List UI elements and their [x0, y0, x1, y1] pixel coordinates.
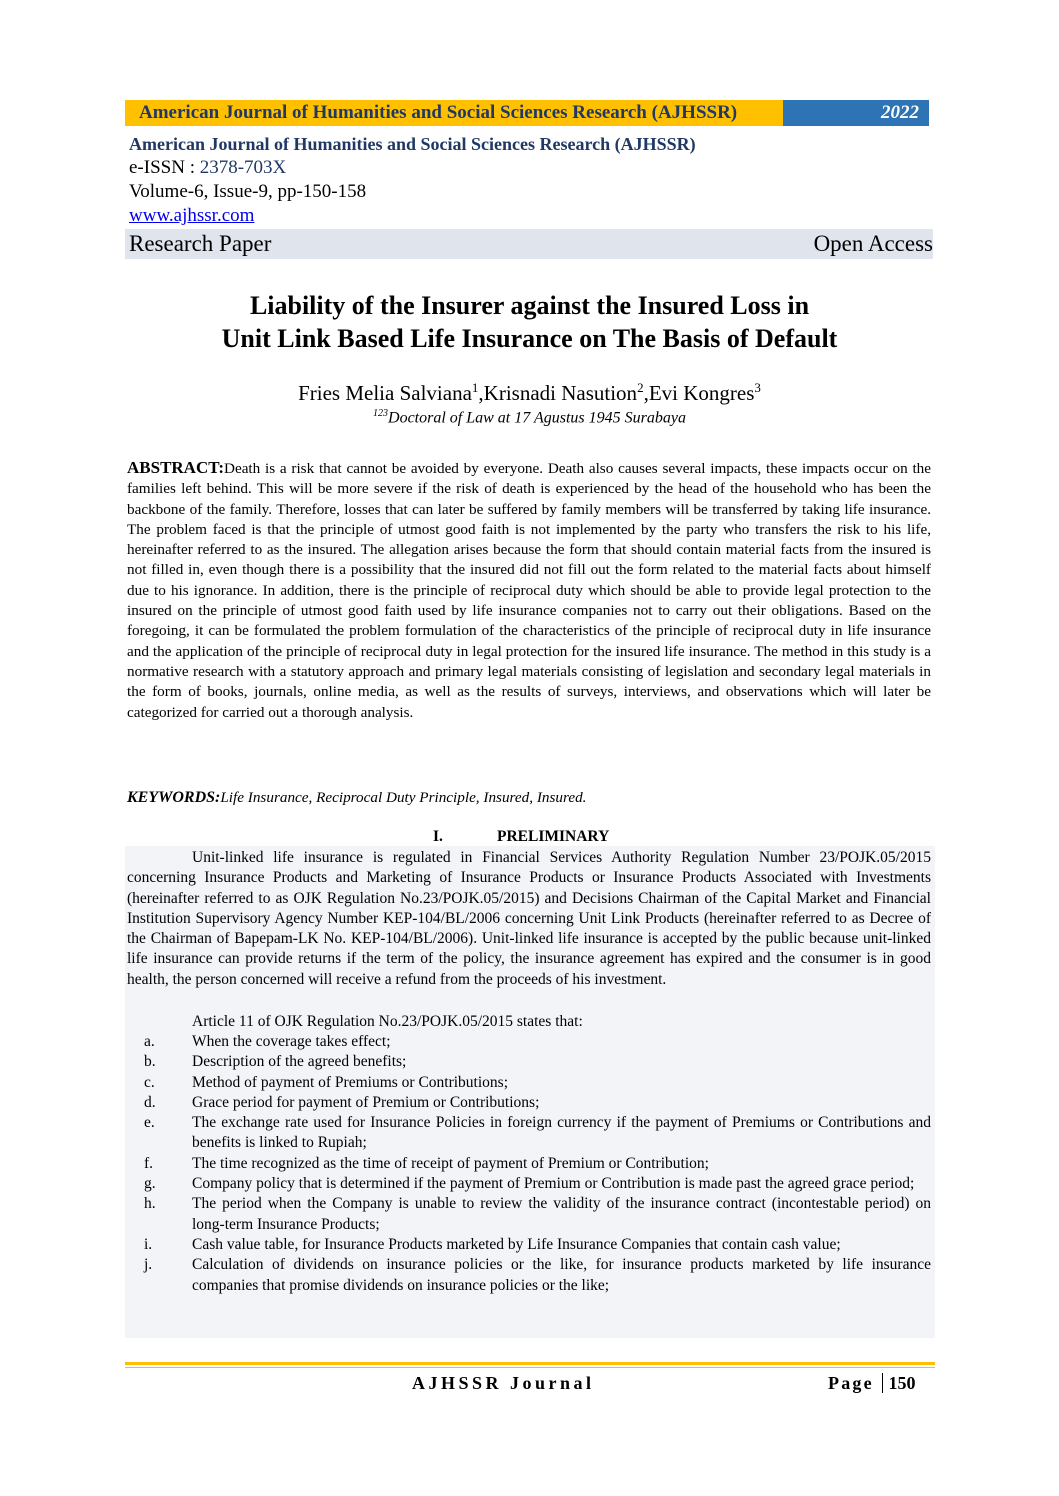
issn-number: 2378-703X	[199, 157, 287, 178]
paper-title	[0, 289, 1059, 355]
issn-label: e-ISSN :	[129, 157, 200, 178]
list-item	[127, 1194, 931, 1235]
masthead-journal-name: American Journal of Humanities and Social Sciences Research (AJHSSR)	[129, 134, 696, 154]
title-line-2: Unit Link Based Life Insurance on The Basis of Default	[221, 324, 838, 353]
title-line-1: Liability of the Insurer against the Insured Loss in	[249, 291, 810, 320]
keywords-label: KEYWORDS:	[127, 789, 221, 806]
volume-line: Volume-6, Issue-9, pp-150-158	[129, 181, 367, 202]
author-name: ,Evi Kongres	[643, 381, 755, 405]
list-item-text: Description of the agreed benefits;	[192, 1053, 407, 1071]
author-sup: 1	[471, 380, 479, 395]
list-item-text: The period when the Company is unable to review the validity of the insurance contract (incontestable period) on long-term Insurance Products;	[192, 1195, 931, 1233]
list-item	[127, 1154, 931, 1174]
section-title: PRELIMINARY	[497, 828, 610, 845]
footer-page	[828, 1373, 915, 1394]
footer-page-label: Page	[828, 1373, 881, 1393]
list-item	[127, 1052, 931, 1072]
section-number: I.	[433, 828, 443, 845]
author-sup: 3	[754, 380, 761, 395]
affiliation-text: Doctoral of Law at 17 Agustus 1945 Surabaya	[388, 409, 686, 427]
list-marker: j.	[144, 1256, 153, 1274]
list-marker: b.	[144, 1053, 156, 1071]
affiliation-sup: 123	[373, 408, 389, 419]
article-list	[127, 1032, 931, 1296]
author-list	[0, 375, 1059, 406]
footer-journal: AJHSSR Journal	[412, 1373, 595, 1393]
list-marker: h.	[144, 1195, 156, 1213]
paper-type: Research Paper	[129, 231, 272, 256]
issn-line	[129, 157, 286, 179]
section-heading	[433, 828, 609, 846]
page-number: 150	[882, 1373, 915, 1393]
list-marker: e.	[144, 1114, 155, 1132]
journal-website-link[interactable]: www.ajhssr.com	[129, 205, 255, 226]
keywords-text: Life Insurance, Reciprocal Duty Principle, Insured, Insured.	[220, 789, 587, 806]
abstract-label: ABSTRACT:	[127, 458, 224, 477]
list-item-text: Calculation of dividends on insurance policies or the like, for insurance products marketed by life insurance companies that promise dividends on insurance policies or the like;	[192, 1256, 931, 1294]
list-marker: i.	[144, 1235, 153, 1253]
list-item	[127, 1174, 931, 1194]
author-sup: 2	[637, 380, 644, 395]
list-marker: d.	[144, 1093, 156, 1111]
author-name: ,Krisnadi Nasution	[478, 381, 638, 405]
author-name: Fries Melia Salviana	[298, 381, 472, 405]
list-item	[127, 1093, 931, 1113]
list-marker: a.	[144, 1033, 155, 1050]
body-paragraph	[127, 848, 931, 990]
list-item	[127, 1255, 931, 1296]
abstract-text: Death is a risk that cannot be avoided by everyone. Death also causes several impacts, these impacts occur on the families left behind. This will be more severe if the risk of death is experienced by the head of the household who has been the backbone of the family. Therefore, losses that can later be suffered by family members will be transferred by taking life insurance. The problem faced is that the principle of utmost good faith is not implemented by the party who transfers the risk to his life, hereinafter referred to as the insured. The allegation arises because the form that should contain material facts from the insured is not filled in, even though there is a possibility that the insured did not fill out the form related to the material facts about himself due to his ignorance. In addition, there is the principle of reciprocal duty which should be able to provide legal protection to the insured on the principle of utmost good faith used by life insurance companies not to carry out their obligations. Based on the foregoing, it can be formulated the problem formulation of the characteristics of the principle of reciprocal duty in life insurance and the application of the principle of reciprocal duty in legal protection for the insured life insurance. The method in this study is a normative research with a statutory approach and primary legal materials consisting of legislation and secondary legal materials in the form of books, journals, online media, as well as the results of surveys, interviews, and observations which will later be categorized for carried out a thorough analysis.	[127, 460, 931, 721]
list-item-text: Company policy that is determined if the payment of Premium or Contribution is made past the agreed grace period;	[192, 1175, 915, 1193]
list-item-text: Cash value table, for Insurance Products marketed by Life Insurance Companies that contain cash value;	[192, 1235, 841, 1253]
list-item-text: The exchange rate used for Insurance Policies in foreign currency if the payment of Premiums or Contributions and benefits is linked to Rupiah;	[192, 1114, 931, 1152]
running-header-journal: American Journal of Humanities and Social Sciences Research (AJHSSR)	[125, 100, 783, 126]
affiliation	[0, 404, 1059, 428]
access-type: Open Access	[813, 231, 933, 256]
article-intro: Article 11 of OJK Regulation No.23/POJK.05/2015 states that:	[192, 1013, 583, 1030]
list-item	[127, 1235, 931, 1255]
keywords	[127, 789, 931, 807]
abstract	[127, 458, 931, 723]
list-item	[127, 1073, 931, 1093]
list-marker: g.	[144, 1175, 156, 1193]
list-item	[127, 1032, 931, 1052]
running-header-year: 2022	[783, 100, 929, 126]
footer-rule-thin	[125, 1367, 935, 1368]
paragraph-text: Unit-linked life insurance is regulated in Financial Services Authority Regulation Number 23/POJK.05/2015 concerning Insurance Products and Marketing of Insurance Products or Insurance Products Associated with Investments (hereinafter referred to as OJK Regulation No.23/POJK.05/2015) and Decisions Chairman of the Capital Market and Financial Institution Supervisory Agency Number KEP-104/BL/2006 concerning Unit Link Products (hereinafter referred to as Decree of the Chairman of Bapepam-LK No. KEP-104/BL/2006). Unit-linked life insurance is accepted by the public because unit-linked life insurance can provide returns if the term of the policy, the insurance agreement has expired and the consumer is in good health, the person concerned will receive a refund from the proceeds of his investment.	[127, 849, 931, 988]
footer-rule	[125, 1362, 935, 1365]
list-item-text: Grace period for payment of Premium or Contributions;	[192, 1093, 540, 1111]
list-item-text: Method of payment of Premiums or Contributions;	[192, 1073, 509, 1091]
list-item-text: The time recognized as the time of receipt of payment of Premium or Contribution;	[192, 1154, 709, 1172]
list-item-text: When the coverage takes effect;	[192, 1033, 391, 1050]
list-marker: f.	[144, 1154, 154, 1172]
list-marker: c.	[144, 1073, 155, 1091]
list-item	[127, 1113, 931, 1154]
